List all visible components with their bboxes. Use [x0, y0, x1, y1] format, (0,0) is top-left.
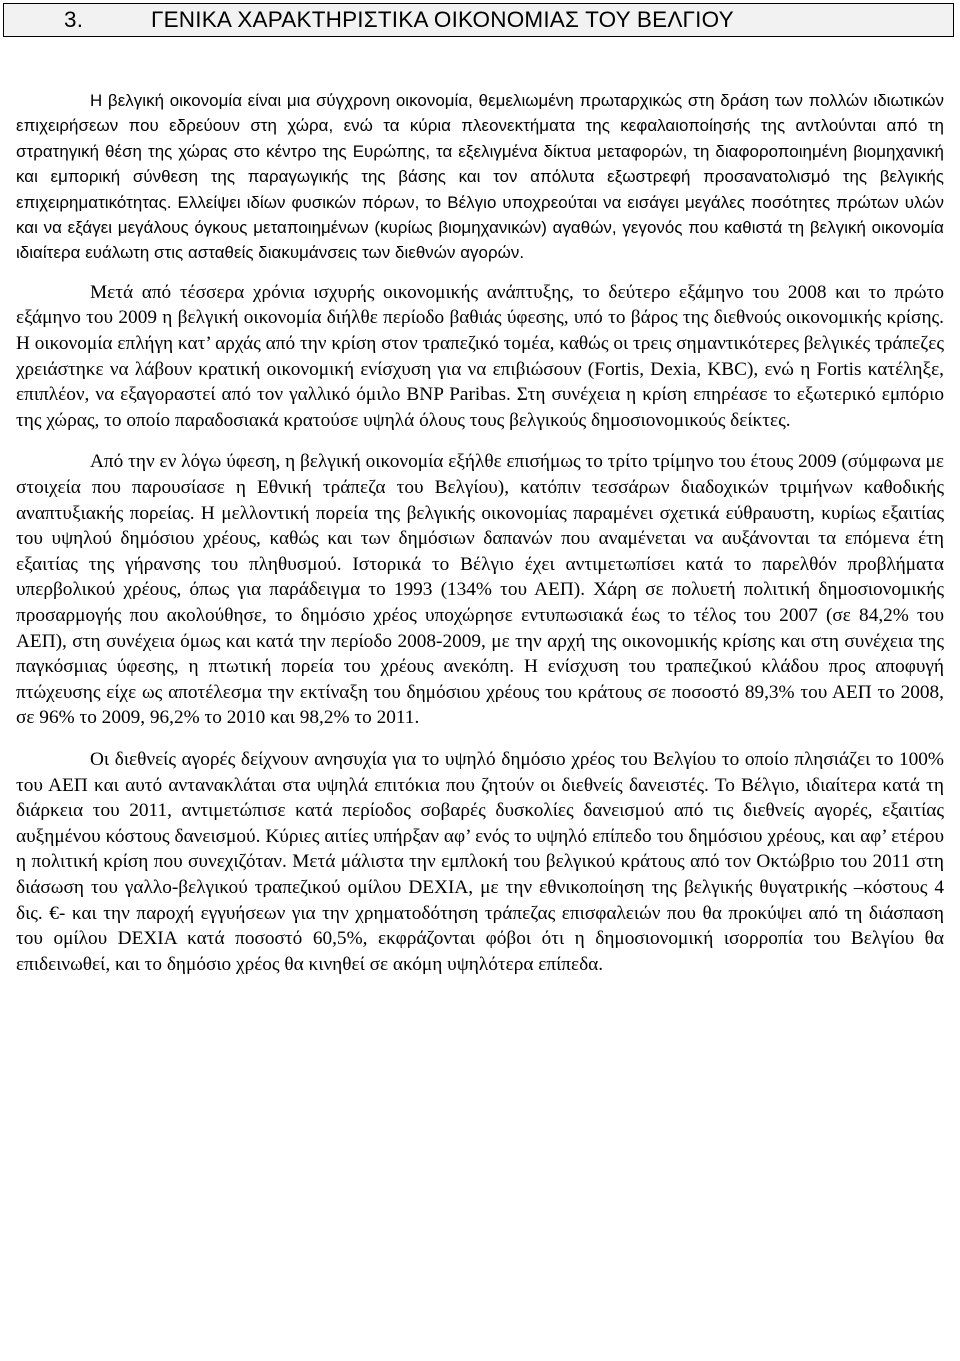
section-title: ΓΕΝΙΚΑ ΧΑΡΑΚΤΗΡΙΣΤΙΚΑ ΟΙΚΟΝΟΜΙΑΣ ΤΟΥ ΒΕΛΓΙΟΥ [151, 7, 734, 32]
section-heading [3, 3, 954, 37]
document-body [16, 88, 944, 977]
paragraph-debt: Από την εν λόγω ύφεση, η βελγική οικονομία εξήλθε επισήμως το τρίτο τρίμηνο του έτους 2009 (σύμφωνα με στοιχεία που παρουσίασε η Εθνική τράπεζα του Βελγίου), κατόπιν τεσσάρων διαδοχικών τριμήνων καθοδικής αναπτυξιακής πορείας. Η μελλοντική πορεία της βελγικής οικονομίας παραμένει σχετικά εύθραυστη, κυρίως εξαιτίας του υψηλού δημόσιου χρέους, καθώς και των δημόσιων δαπανών που αναμένεται να αυξάνονται τα επόμενα έτη εξαιτίας της γήρανσης του πληθυσμού. Ιστορικά το Βέλγιο έχει αντιμετωπίσει κατά το παρελθόν προβλήματα υπερβολικού χρέους, όπως για παράδειγμα το 1993 (134% του ΑΕΠ). Χάρη σε πολυετή πολιτική δημοσιονομικής προσαρμογής που ακολούθησε, το δημόσιο χρέος υποχώρησε εντυπωσιακά έως το τέλος του 2007 (σε 84,2% του ΑΕΠ), στη συνέχεια όμως και κατά την περίοδο 2008-2009, με την αρχή της οικονομικής κρίσης και στη συνέχεια της παγκόσμιας ύφεσης, η πτωτική πορεία του χρέους ανεκόπη. Η ενίσχυση του τραπεζικού κλάδου προς αποφυγή πτώχευσης είχε ως αποτέλεσμα την εκτίναξη του δημόσιου χρέους του κράτους σε ποσοστό 89,3% του ΑΕΠ το 2008, σε 96% το 2009, 96,2% το 2010 και 98,2% το 2011. [16, 451, 944, 729]
paragraph-overview: Η βελγική οικονομία είναι μια σύγχρονη οικονομία, θεμελιωμένη πρωταρχικώς στη δράση των πολλών ιδιωτικών επιχειρήσεων που εδρεύουν στη χώρα, ενώ τα κύρια πλεονεκτήματα της κεφαλαιοποίησής της αντλούνται από τη στρατηγική θέση της χώρας στο κέντρο της Ευρώπης, τα εξελιγμένα δίκτυα μεταφορών, τη διαφοροποιημένη βιομηχανική και εμπορική σύνθεση της παραγωγικής της βάσης και τον απόλυτα εξωστρεφή προσανατολισμό της βελγικής επιχειρηματικότητας. Ελλείψει ιδίων φυσικών πόρων, το Βέλγιο υποχρεούται να εισάγει μεγάλες ποσότητες πρώτων υλών και να εξάγει μεγάλους όγκους μεταποιημένων (κυρίως βιομηχανικών) αγαθών, γεγονός που καθιστά τη βελγική οικονομία ιδιαίτερα ευάλωτη στις ασταθείς διακυμάνσεις των διεθνών αγορών. [16, 91, 944, 263]
paragraph-recession: Μετά από τέσσερα χρόνια ισχυρής οικονομικής ανάπτυξης, το δεύτερο εξάμηνο του 2008 και το πρώτο εξάμηνο του 2009 η βελγική οικονομία διήλθε περίοδο βαθιάς ύφεσης, υπό το βάρος της διεθνούς οικονομικής κρίσης. Η οικονομία επλήγη κατ’ αρχάς από την κρίση στον τραπεζικό τομέα, καθώς οι τρεις σημαντικότερες βελγικές τράπεζες χρειάστηκε να λάβουν κρατική οικονομική ενίσχυση για να επιβιώσουν (Fortis, Dexia, KBC), ενώ η Fortis κατέληξε, επιπλέον, να εξαγοραστεί από τον γαλλικό όμιλο BNP Paribas. Στη συνέχεια η κρίση επηρέασε το εξωτερικό εμπόριο της χώρας, το οποίο παραδοσιακά κρατούσε υψηλά όλους τους βελγικούς δημοσιονομικούς δείκτες. [16, 281, 944, 431]
paragraph-markets: Οι διεθνείς αγορές δείχνουν ανησυχία για το υψηλό δημόσιο χρέος του Βελγίου το οποίο πλησιάζει το 100% του ΑΕΠ και αυτό αντανακλάται στα υψηλά επιτόκια που ζητούν οι διεθνείς δανειστές. Το Βέλγιο, ιδιαίτερα κατά τη διάρκεια του 2011, αντιμετώπισε κατά περίοδος σοβαρές δυσκολίες δανεισμού από τις διεθνείς αγορές, εξαιτίας αυξημένου κόστους δανεισμού. Κύριες αιτίες υπήρξαν αφ’ ενός το υψηλό επίπεδο του δημόσιου χρέους, και αφ’ ετέρου η πολιτική κρίση που συνεχιζόταν. Μετά μάλιστα την εμπλοκή του βελγικού κράτους από τον Οκτώβριο του 2011 στη διάσωση του γαλλο-βελγικού τραπεζικού ομίλου DEXIA, με την εθνικοποίηση της βελγικής θυγατρικής –κόστους 4 δις. €- και την παροχή εγγυήσεων για την χρηματοδότηση τράπεζας επισφαλειών που θα προκύψει από τη διάσπαση του ομίλου DEXIA κατά ποσοστό 60,5%, εκφράζονται φόβοι ότι η δημοσιονομική ισορροπία του Βελγίου θα επιδεινωθεί, και το δημόσιο χρέος θα κινηθεί σε ακόμη υψηλότερα επίπεδα. [16, 748, 944, 975]
section-number: 3. [64, 7, 84, 32]
